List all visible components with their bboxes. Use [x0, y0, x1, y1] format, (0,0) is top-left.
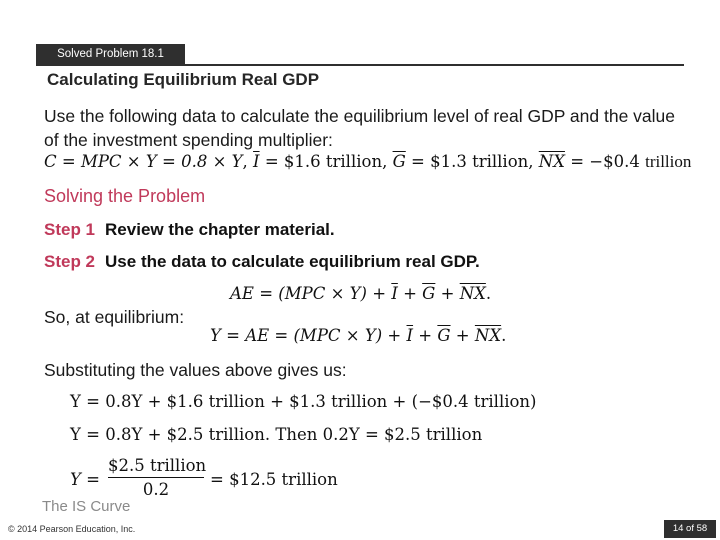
header-rule: [36, 64, 684, 66]
equilibrium-label: So, at equilibrium:: [44, 307, 185, 327]
calculation-line-2: Y = 0.8Y + $2.5 trillion. Then 0.2Y = $2.5 trillion: [70, 425, 483, 444]
ae-lhs: AE = (MPC × Y) +: [230, 284, 387, 303]
problem-tag: Solved Problem 18.1: [36, 44, 185, 65]
solving-title: Solving the Problem: [44, 186, 206, 206]
step-text: Review the chapter material.: [105, 220, 335, 239]
step-number: Step 2: [44, 252, 96, 271]
investment-symbol: $\overline{I}$: [253, 152, 260, 171]
separator-comma: ,: [242, 152, 254, 171]
given-data-equation: [44, 152, 691, 172]
step-number: Step 1: [44, 220, 96, 239]
slide-title: Calculating Equilibrium Real GDP: [47, 70, 320, 89]
step-1: [44, 220, 335, 240]
section-footer: The IS Curve: [42, 498, 131, 515]
copyright-text: © 2014 Pearson Education, Inc.: [8, 524, 136, 534]
y-lhs: Y = AE = (MPC × Y) +: [210, 326, 402, 345]
government-symbol: $\overline{G}$: [392, 152, 406, 171]
separator-comma: ,: [382, 152, 393, 171]
step-text: Use the data to calculate equilibrium real GDP.: [105, 252, 480, 271]
aggregate-expenditure-equation: AE = $(MPC \times Y) + \overline{I} + \overline{G} + \overline{NX}$.: [230, 284, 492, 303]
investment-symbol: $\overline{I}$: [406, 326, 414, 345]
equilibrium-equation: Y = AE = $(MPC \times Y) + \overline{I} + \overline{G} + \overline{NX}$.: [210, 326, 507, 345]
substitution-label: Substituting the values above gives us:: [44, 360, 347, 380]
fraction-numerator: $2.5 trillion: [108, 456, 204, 478]
fraction-denominator: 0.2: [142, 480, 170, 499]
net-exports-symbol: $\overline{NX}$: [474, 326, 502, 345]
intro-text: Use the following data to calculate the equilibrium level of real GDP and the value of the investment spending multiplier:: [44, 106, 676, 150]
fraction: [108, 456, 207, 499]
government-symbol: $\overline{G}$: [437, 326, 451, 345]
government-value: = $1.3 trillion: [411, 152, 529, 171]
net-exports-symbol: $\overline{NX}$: [459, 284, 486, 303]
government-symbol: $\overline{G}$: [422, 284, 436, 303]
net-exports-symbol: $\overline{NX}$: [538, 152, 565, 171]
fraction-lhs: Y =: [70, 470, 100, 489]
investment-symbol: $\overline{I}$: [391, 284, 398, 303]
page-number-badge: 14 of 58: [664, 520, 716, 538]
calculation-line-1: Y = 0.8Y + $1.6 trillion + $1.3 trillion + (−$0.4 trillion): [70, 392, 537, 411]
net-exports-value: = −$0.4: [570, 152, 640, 171]
consumption-equation: C = MPC × Y = 0.8 × Y: [44, 152, 243, 171]
net-exports-unit: trillion: [645, 152, 692, 171]
fraction-result: = $12.5 trillion: [210, 470, 338, 489]
investment-value: = $1.6 trillion: [264, 152, 383, 171]
step-2: [44, 252, 480, 272]
separator-comma: ,: [528, 152, 539, 171]
